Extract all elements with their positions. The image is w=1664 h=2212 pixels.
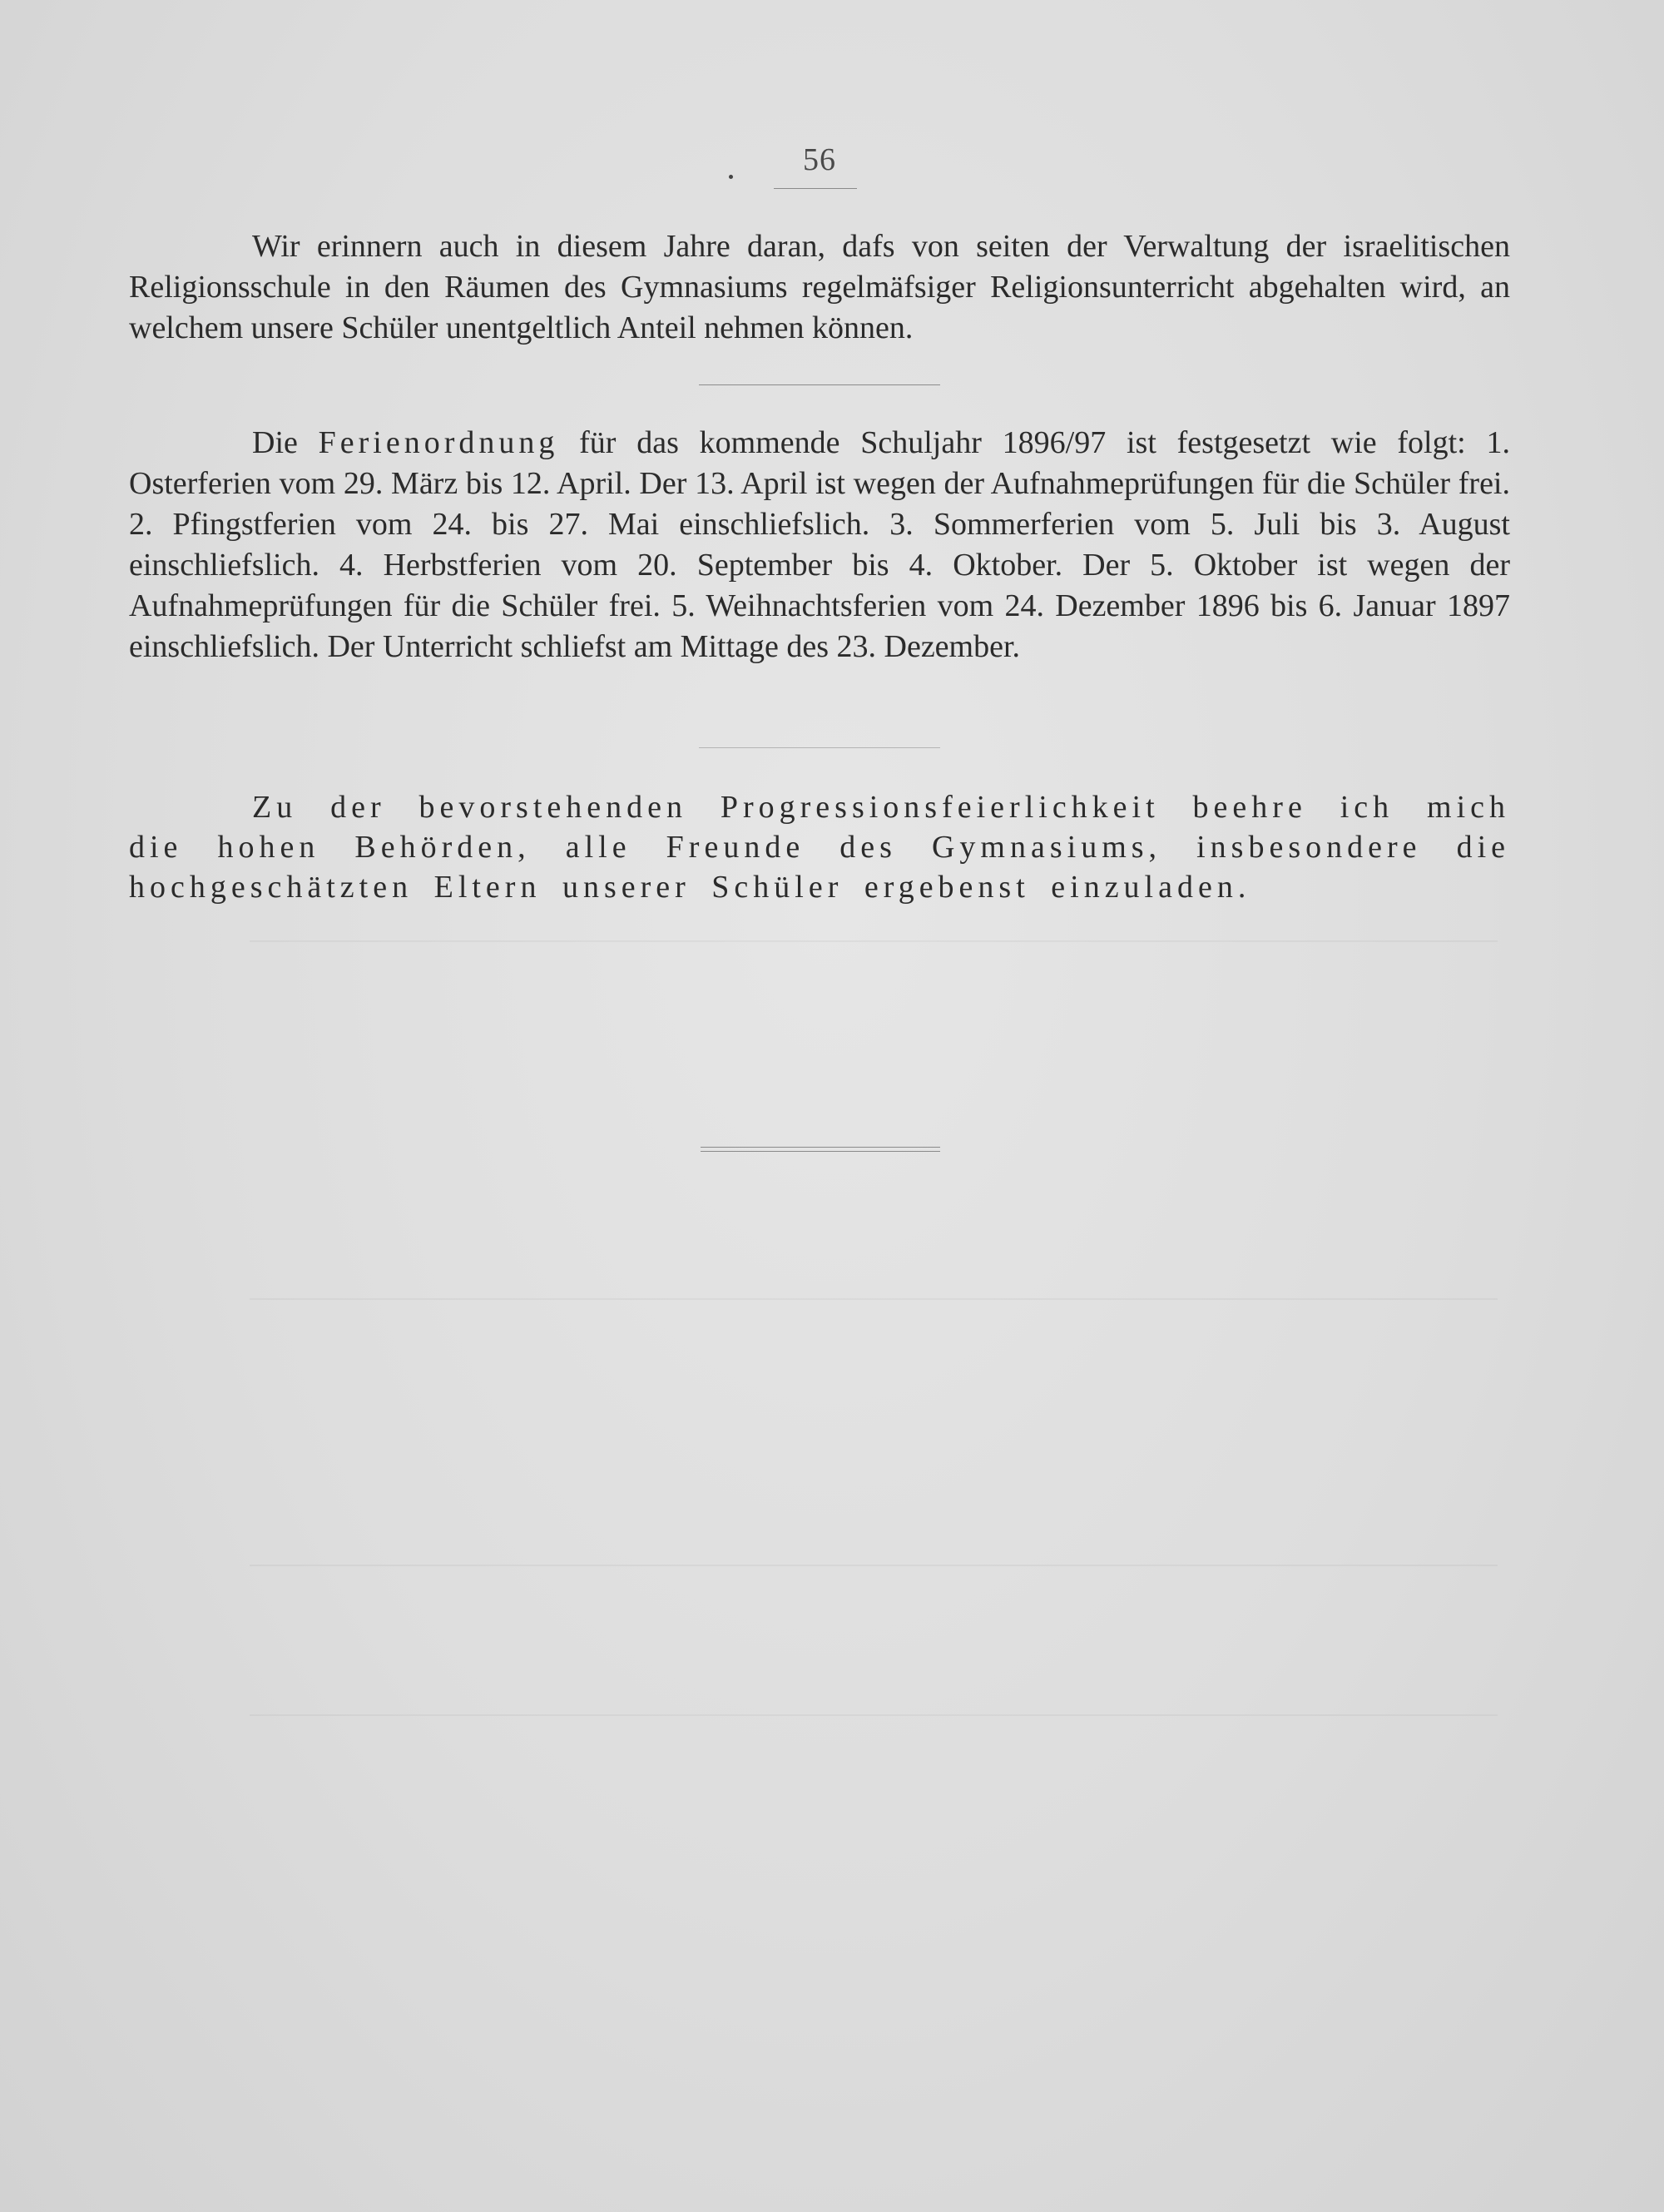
show-through-line — [250, 1565, 1498, 1566]
page-number: 56 — [803, 142, 836, 177]
section-divider — [699, 384, 940, 385]
paragraph-invitation-text: Zu der bevorstehenden Progressionsfeierlichkeit beehre ich mich die hohen Behörden, alle Freunde des Gymnasiums, insbesondere die hochgeschätzten Eltern unserer Schüler ergebenst einzuladen. — [129, 790, 1510, 905]
holiday-lead-text: Die — [252, 425, 319, 460]
page-number-underline — [774, 188, 857, 189]
paragraph-religion-school-text: Wir erinnern auch in diesem Jahre daran, dafs von seiten der Verwaltung der israelitischen Religionsschule in den Räumen des Gymnasiums regelmäfsiger Religionsunterricht abgehalten wird, an welchem unsere Schüler unentgeltlich Anteil nehmen können. — [129, 229, 1510, 345]
closing-double-rule-top — [701, 1147, 940, 1148]
paragraph-holiday-schedule — [129, 423, 1510, 667]
paragraph-invitation — [129, 787, 1510, 907]
closing-double-rule-bottom — [701, 1151, 940, 1152]
paragraph-religion-school — [129, 226, 1510, 349]
holiday-schedule-text: für das kommende Schuljahr 1896/97 ist festgesetzt wie folgt: 1. Osterferien vom 29. März bis 12. April. Der 13. April ist wegen der Aufnahmeprüfungen für die Schüler frei. 2. Pfingstferien vom 24. bis 27. Mai einschliefslich. 3. Sommerferien vom 5. Juli bis 3. August einschliefslich. 4. Herbstferien vom 20. September bis 4. Oktober. Der 5. Oktober ist wegen der Aufnahmeprüfungen für die Schüler frei. 5. Weihnachtsferien vom 24. Dezember 1896 bis 6. Januar 1897 einschliefslich. Der Unterricht schliefst am Mittage des 23. Dezember. — [129, 425, 1510, 664]
show-through-line — [250, 1714, 1498, 1716]
show-through-line — [250, 940, 1498, 942]
section-divider — [699, 747, 940, 748]
show-through-line — [250, 1298, 1498, 1300]
holiday-heading-spaced: Ferienordnung — [318, 425, 559, 460]
ink-dot — [729, 175, 733, 179]
